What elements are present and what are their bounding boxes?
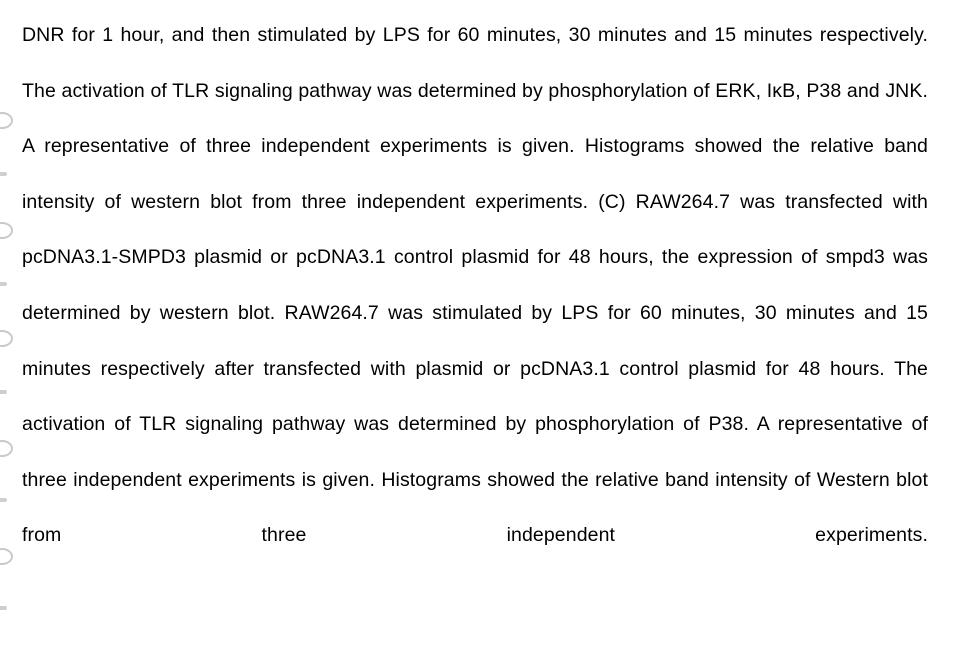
edge-mark <box>0 390 7 394</box>
edge-mark <box>0 440 13 457</box>
page-edge-marks <box>0 0 14 672</box>
edge-mark <box>0 282 7 286</box>
edge-mark <box>0 330 13 347</box>
edge-mark <box>0 172 7 176</box>
edge-mark <box>0 222 13 239</box>
edge-mark <box>0 548 13 565</box>
edge-mark <box>0 112 13 129</box>
caption-paragraph: DNR for 1 hour, and then stimulated by LPS for 60 minutes, 30 minutes and 15 minutes respectively. The activation of TLR signaling pathway was determined by phosphorylation of ERK, IκB, P38 and JNK. A representative of three independent experiments is given. Histograms showed the relative band intensity of western blot from three independent experiments. (C) RAW264.7 was transfected with pcDNA3.1-SMPD3 plasmid or pcDNA3.1 control plasmid for 48 hours, the expression of smpd3 was determined by western blot. RAW264.7 was stimulated by LPS for 60 minutes, 30 minutes and 15 minutes respectively after transfected with plasmid or pcDNA3.1 control plasmid for 48 hours. The activation of TLR signaling pathway was determined by phosphorylation of P38. A representative of three independent experiments is given. Histograms showed the relative band intensity of Western blot from three independent experiments. <box>22 24 928 547</box>
edge-mark <box>0 498 7 502</box>
figure-caption-text <box>22 8 928 620</box>
edge-mark <box>0 606 7 610</box>
